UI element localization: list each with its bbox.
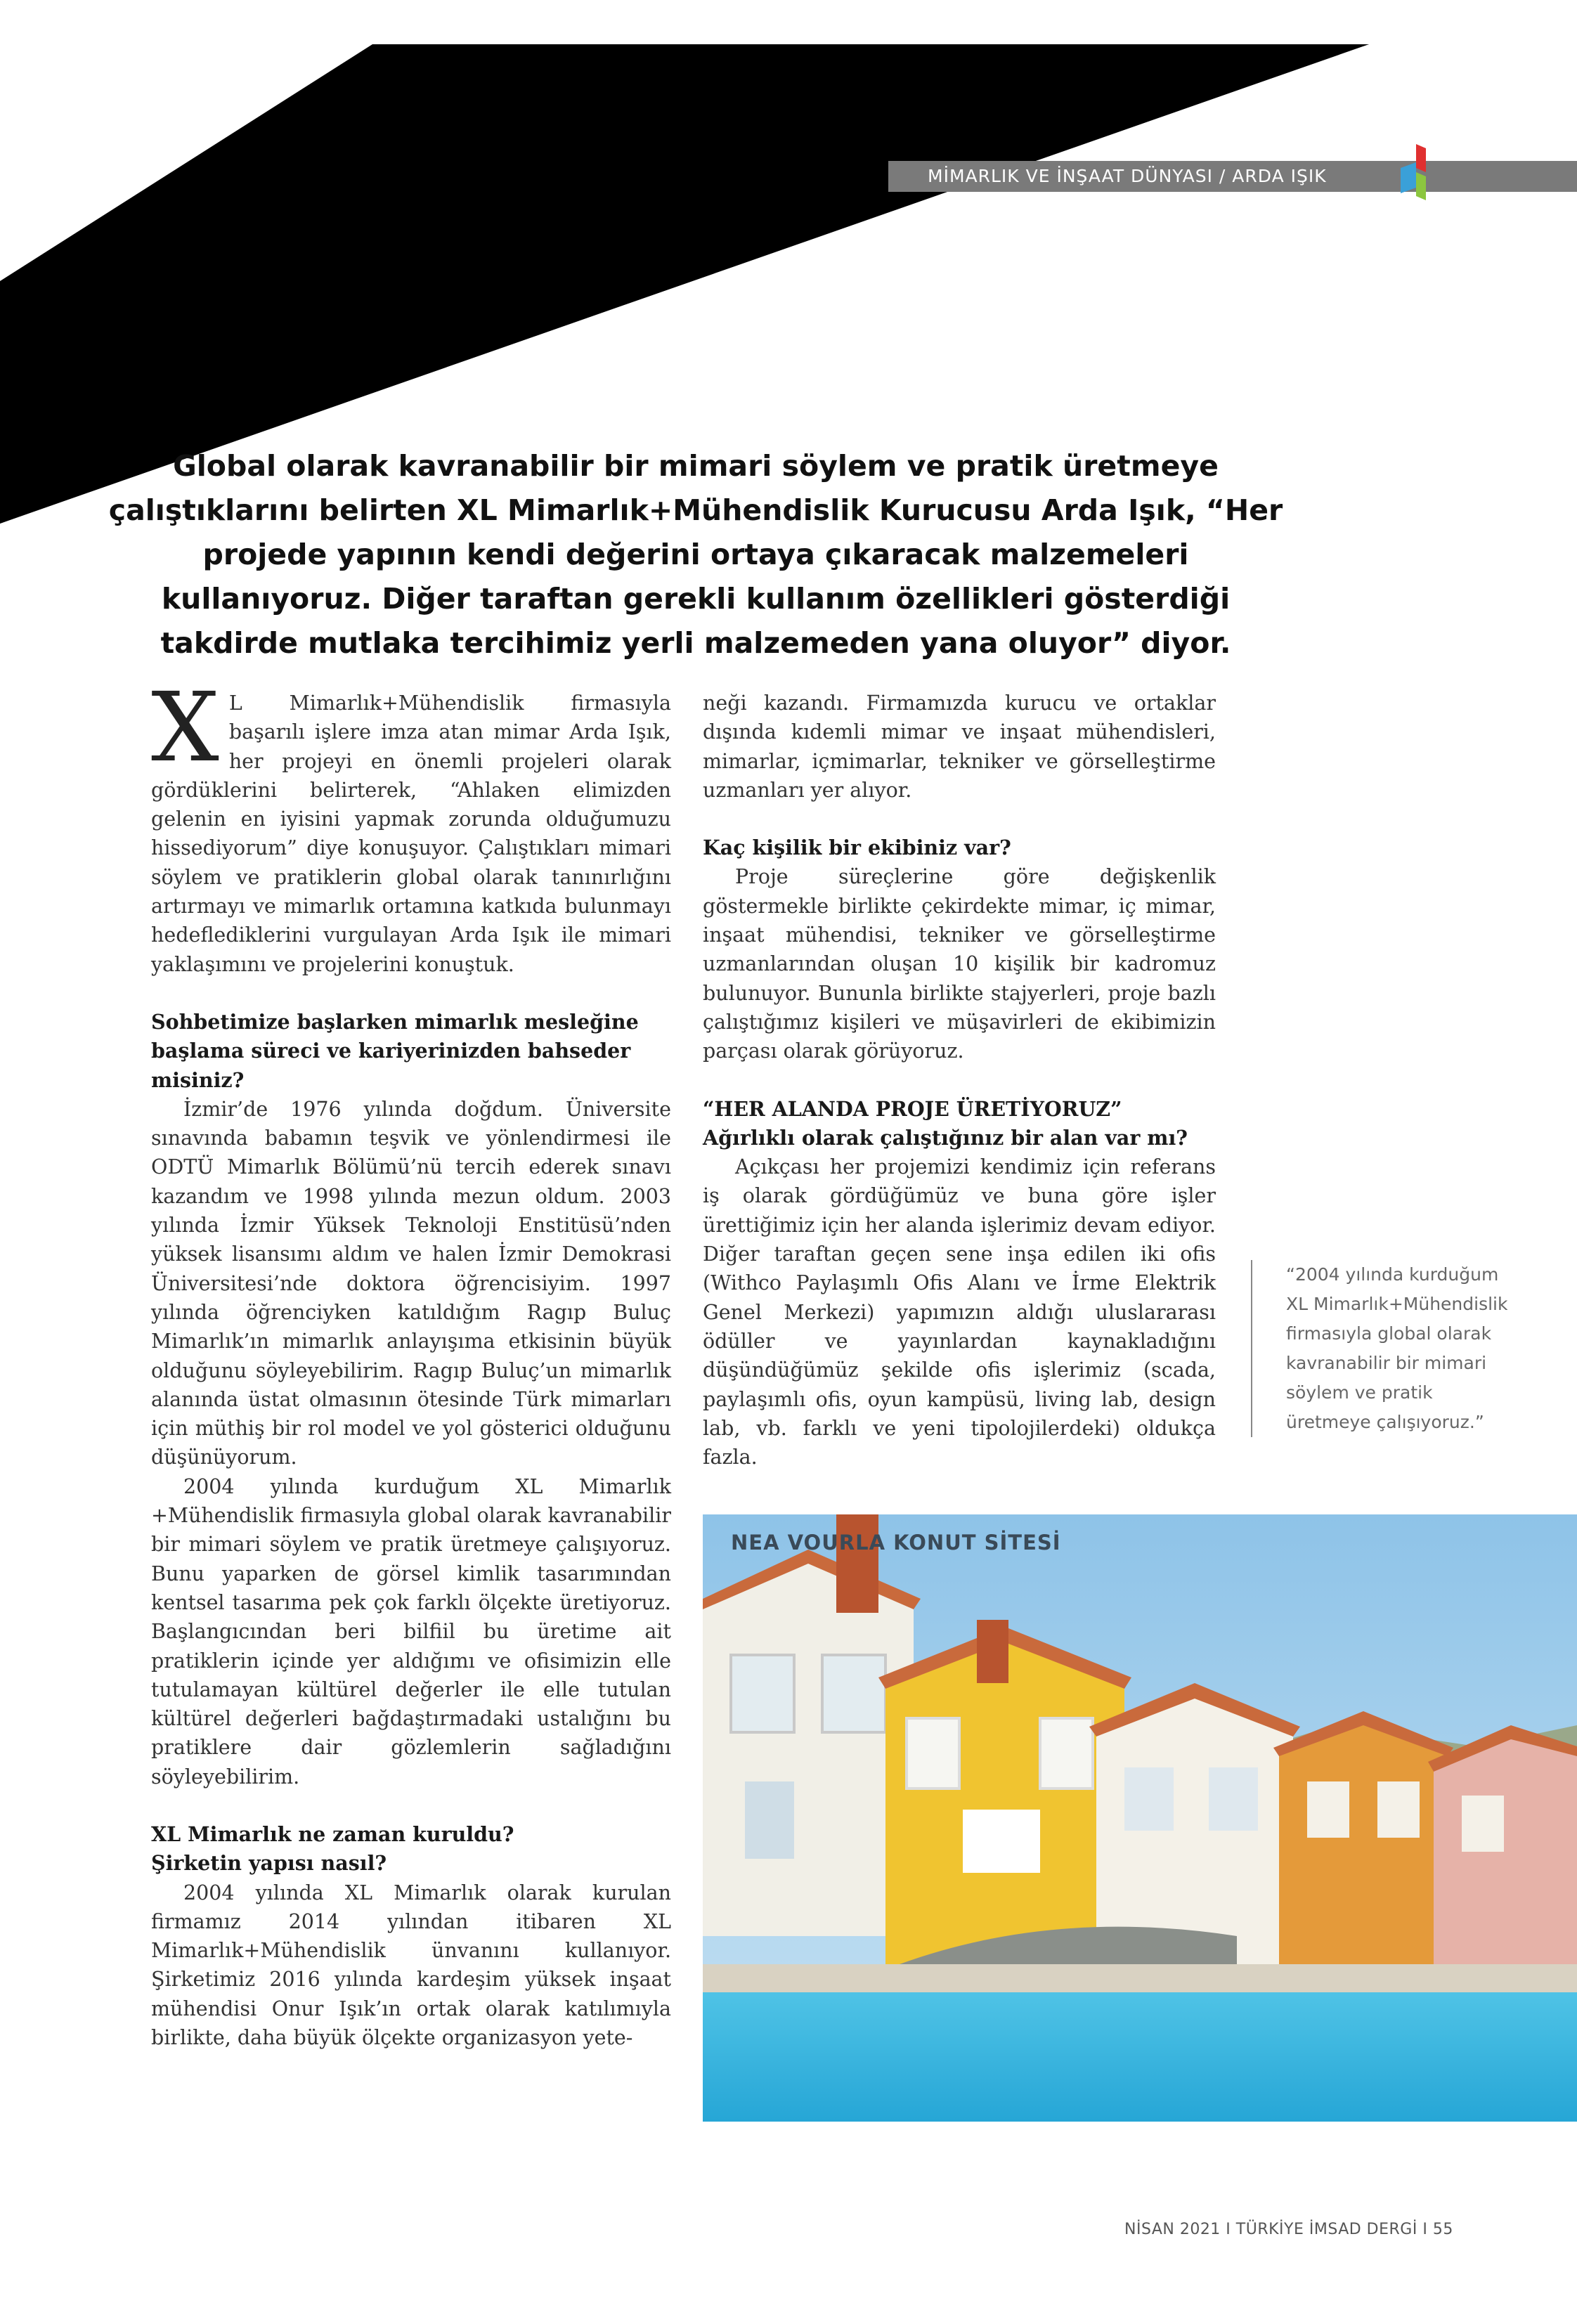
- intro-paragraph: [151, 673, 671, 979]
- intro-text: L Mimarlık+Mühendislik firmasıyla başarılı işlere imza atan mimar Arda Işık, her projeyi en önemli projeleri olarak gördüklerini belirterek, “Ahlaken elimizden gelenin en iyisini yapmak zorunda olduğumuzu hissediyorum” diye konuşuyor. Çalıştıkları mimari söylem ve pratiklerin global olarak tanınırlığını artırmayı ve mimarlık ortamına katkıda bulunmayı hedeflediklerini vurgulayan Arda Işık ile mimari yaklaşımını ve projelerini konuştuk.: [151, 692, 671, 976]
- question-heading: Kaç kişilik bir ekibiniz var?: [703, 836, 1011, 860]
- section-subhead: “HER ALANDA PROJE ÜRETİYORUZ”: [703, 1096, 1122, 1121]
- article-column-left: [151, 673, 671, 2052]
- answer-paragraph: Açıkçası her projemizi kendimiz için referans iş olarak gördüğümüz ve buna göre işler ürettiğimiz için her alanda işlerimiz devam ediyor. Diğer taraftan geçen sene inşa edilen iki ofis (Withco Paylaşımlı Ofis Alanı ve İrme Elektrik Genel Merkezi) yapımızın aldığı uluslararası ödüller ve yayınlardan kaynakladığını düşündüğümüz şekilde ofis işlerimiz (scada, paylaşımlı ofis, oyun kampüsü, living lab, design lab, vb. farklı ve yeni tipolojilerdeki) oldukça fazla.: [703, 1155, 1216, 1469]
- photo-caption: NEA VOURLA KONUT SİTESİ: [731, 1531, 1061, 1554]
- question-heading: Sohbetimize başlarken mimarlık mesleğine başlama süreci ve kariyerinizden bahseder misiniz?: [151, 1009, 639, 1092]
- page-footer: NİSAN 2021 I TÜRKİYE İMSAD DERGİ I 55: [1124, 2221, 1453, 2238]
- pull-quote: “2004 yılında kurduğum XL Mimarlık+Mühendislik firmasıyla global olarak kavranabilir bir mimari söylem ve pratik üretmeye çalışıyoruz.”: [1251, 1260, 1518, 1437]
- answer-paragraph: 2004 yılında kurduğum XL Mimarlık +Mühendislik firmasıyla global olarak kavranabilir bir mimari söylem ve pratik üretmeye çalışıyoruz. Bunu yaparken de görsel kimlik tasarımından kentsel tasarıma pek çok farklı ölçekte üretiyoruz. Başlangıcından beri bilfiil bu üretime ait pratiklerin içinde yer aldığımı ve ofisimizin elle tutulamayan kültürel değerler ile elle tutulan kültürel değerleri bağdaştırmadaki ustalığını bu pratiklere dair gözlemlerin sağladığını söyleyebilirim.: [151, 1474, 671, 1789]
- imsad-logo-icon: [1401, 144, 1426, 200]
- section-label: MİMARLIK VE İNŞAAT DÜNYASI / ARDA IŞIK: [928, 166, 1327, 186]
- question-heading: Ağırlıklı olarak çalıştığınız bir alan var mı?: [703, 1125, 1188, 1150]
- answer-paragraph: İzmir’de 1976 yılında doğdum. Üniversite sınavında babamın teşvik ve yönlendirmesi ile ODTÜ Mimarlık Bölümü’nü tercih ederek sınavı kazandım ve 1998 yılında mezun oldum. 2003 yılında İzmir Yüksek Teknoloji Enstitüsü’nden yüksek lisansımı aldım ve halen İzmir Demokrasi Üniversitesi’nde doktora öğrencisiyim. 1997 yılında öğrenciyken katıldığım Ragıp Buluç Mimarlık’ın mimarlık anlayışıma etkisinin büyük olduğunu söyleyebilirim. Ragıp Buluç’un mimarlık alanında üstat olmasının ötesinde Türk mimarları için müthiş bir rol model ve yol gösterici olduğunu düşünüyorum.: [151, 1097, 671, 1469]
- lead-paragraph: Global olarak kavranabilir bir mimari söylem ve pratik üretmeye çalıştıklarını belirten XL Mimarlık+Mühendislik Kurucusu Arda Işık, “Her projede yapının kendi değerini ortaya çıkaracak malzemeleri kullanıyoruz. Diğer taraftan gerekli kullanım özellikleri gösterdiği takdirde mutlaka tercihimiz yerli malzemeden yana oluyor” diyor.: [108, 449, 1283, 660]
- answer-paragraph-continued: neği kazandı. Firmamızda kurucu ve ortaklar dışında kıdemli mimar ve inşaat mühendisleri, mimarlar, içmimarlar, tekniker ve görselleştirme uzmanları yer alıyor.: [703, 692, 1216, 802]
- question-heading: XL Mimarlık ne zaman kuruldu? Şirketin yapısı nasıl?: [151, 1822, 514, 1876]
- answer-paragraph: 2004 yılında XL Mimarlık olarak kurulan firmamız 2014 yılından itibaren XL Mimarlık+Mühendislik ünvanını kullanıyor. Şirketimiz 2016 yılında kardeşim yüksek inşaat mühendisi Onur Işık’ın ortak olarak katılımıyla birlikte, daha büyük ölçekte organizasyon yete-: [151, 1881, 671, 2050]
- article-column-right: [703, 689, 1216, 1472]
- nea-vourla-photo: [703, 1514, 1577, 2122]
- answer-paragraph: Proje süreçlerine göre değişkenlik göstermekle birlikte çekirdekte mimar, iç mimar, inşaat mühendisi, tekniker ve görselleştirme uzmanlarından oluşan 10 kişilik bir kadromuz bulunuyor. Bununla birlikte stajyerleri, proje bazlı çalıştığımız kişileri ve müşavirleri de ekibimizin parçası olarak görüyoruz.: [703, 865, 1216, 1063]
- drop-cap: X: [151, 673, 219, 784]
